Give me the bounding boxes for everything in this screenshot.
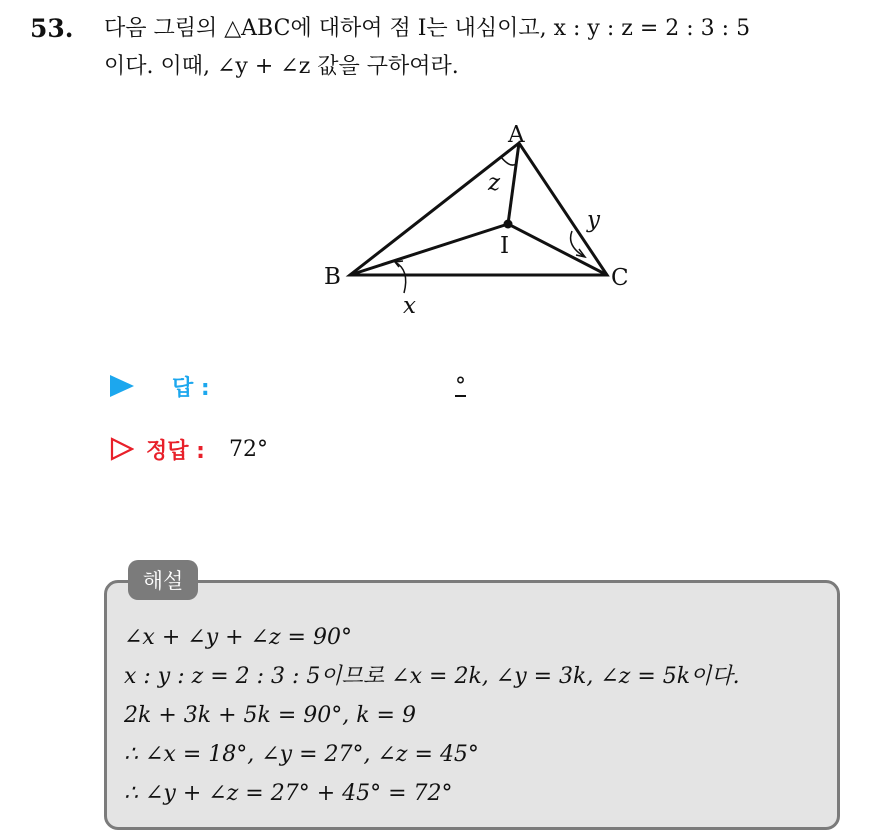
label-z: z xyxy=(488,170,501,196)
correct-answer-label: 정답 : xyxy=(146,438,205,464)
incenter-point xyxy=(504,220,513,229)
label-a: A xyxy=(508,122,525,148)
label-i: I xyxy=(500,233,510,259)
answer-label: 답 : xyxy=(172,375,210,401)
angle-arc-x xyxy=(395,262,406,293)
solution-line-3: 2k + 3k + 5k = 90°, k = 9 xyxy=(124,703,416,728)
correct-answer-value: 72° xyxy=(228,436,268,462)
label-c: C xyxy=(611,265,629,291)
angle-arc-z xyxy=(501,157,516,165)
correct-answer-row xyxy=(110,432,268,466)
solution-line-1: ∠x + ∠y + ∠z = 90° xyxy=(124,625,352,650)
solution-content xyxy=(124,618,740,813)
problem-number: 53. xyxy=(30,14,74,43)
play-arrow-icon xyxy=(110,375,134,397)
angle-arrow-y xyxy=(576,249,585,257)
solution-tab: 해설 xyxy=(128,560,198,600)
solution-line-5: ∴ ∠y + ∠z = 27° + 45° = 72° xyxy=(124,781,453,806)
answer-row xyxy=(110,369,210,403)
segment-bi xyxy=(350,224,508,275)
play-outline-icon xyxy=(110,437,134,461)
label-x: x xyxy=(403,293,416,319)
label-y: y xyxy=(587,207,600,233)
answer-blank-unit[interactable] xyxy=(455,372,466,402)
question-text-line-2: 이다. 이때, ∠y + ∠z 값을 구하여라. xyxy=(104,54,459,79)
segment-ai xyxy=(508,143,519,224)
label-b: B xyxy=(324,264,341,290)
degree-unit: ° xyxy=(455,374,466,399)
solution-line-4: ∴ ∠x = 18°, ∠y = 27°, ∠z = 45° xyxy=(124,742,479,767)
solution-line-2: x : y : z = 2 : 3 : 5이므로 ∠x = 2k, ∠y = 3k, ∠z = 5k이다. xyxy=(124,664,740,689)
triangle-diagram xyxy=(300,120,650,325)
question-text-line-1: 다음 그림의 △ABC에 대하여 점 I는 내심이고, x : y : z = 2 : 3 : 5 xyxy=(104,16,751,41)
